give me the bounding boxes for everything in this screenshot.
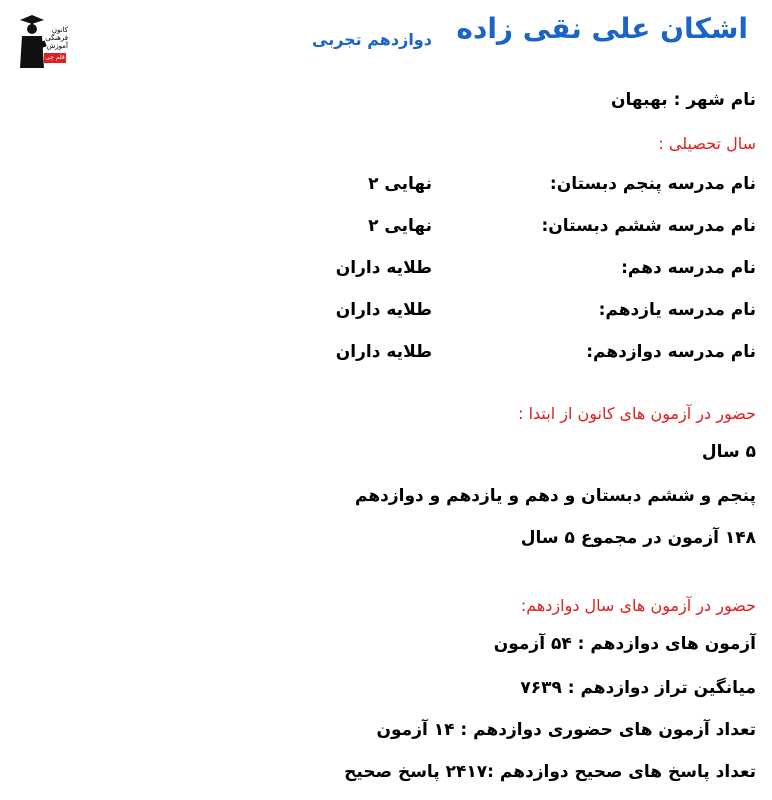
school-value-11: طلایه داران (335, 300, 432, 320)
attendance-years: ۵ سال (701, 442, 756, 462)
logo-line-2: فرهنگی (45, 34, 68, 42)
school-value-6: نهایی ۲ (368, 216, 432, 236)
attendance-grades: پنجم و ششم دبستان و دهم و یازدهم و دوازدهم (354, 486, 756, 506)
grade12-in-person: تعداد آزمون های حضوری دوازدهم : ۱۴ آزمون (376, 720, 756, 740)
grade12-avg-score: میانگین تراز دوازدهم : ۷۶۳۹ (520, 678, 756, 698)
school-label-11: نام مدرسه یازدهم: (598, 300, 756, 320)
school-years-heading: سال تحصیلی : (658, 134, 756, 153)
attendance-heading: حضور در آزمون های کانون از ابتدا : (518, 404, 756, 423)
grade12-correct: تعداد پاسخ های صحیح دوازدهم :۲۴۱۷ پاسخ صحیح (344, 762, 756, 782)
school-label-5: نام مدرسه پنجم دبستان: (549, 174, 756, 194)
school-value-5: نهایی ۲ (368, 174, 432, 194)
student-name: اشکان علی نقی زاده (456, 12, 748, 45)
school-label-12: نام مدرسه دوازدهم: (586, 342, 756, 362)
logo-line-1: کانون (51, 26, 68, 34)
logo-badge: قلم چی (45, 54, 65, 61)
grade12-exams: آزمون های دوازدهم : ۵۴ آزمون (493, 634, 756, 654)
school-value-10: طلایه داران (335, 258, 432, 278)
city-line: نام شهر : بهبهان (611, 90, 756, 110)
grade-label: دوازدهم تجربی (312, 30, 432, 49)
kanoon-logo (14, 12, 68, 70)
attendance-total: ۱۴۸ آزمون در مجموع ۵ سال (520, 528, 756, 548)
school-label-6: نام مدرسه ششم دبستان: (541, 216, 756, 236)
logo-line-3: آموزش (46, 42, 68, 50)
school-label-10: نام مدرسه دهم: (621, 258, 756, 278)
grade12-heading: حضور در آزمون های سال دوازدهم: (520, 596, 756, 615)
school-value-12: طلایه داران (335, 342, 432, 362)
